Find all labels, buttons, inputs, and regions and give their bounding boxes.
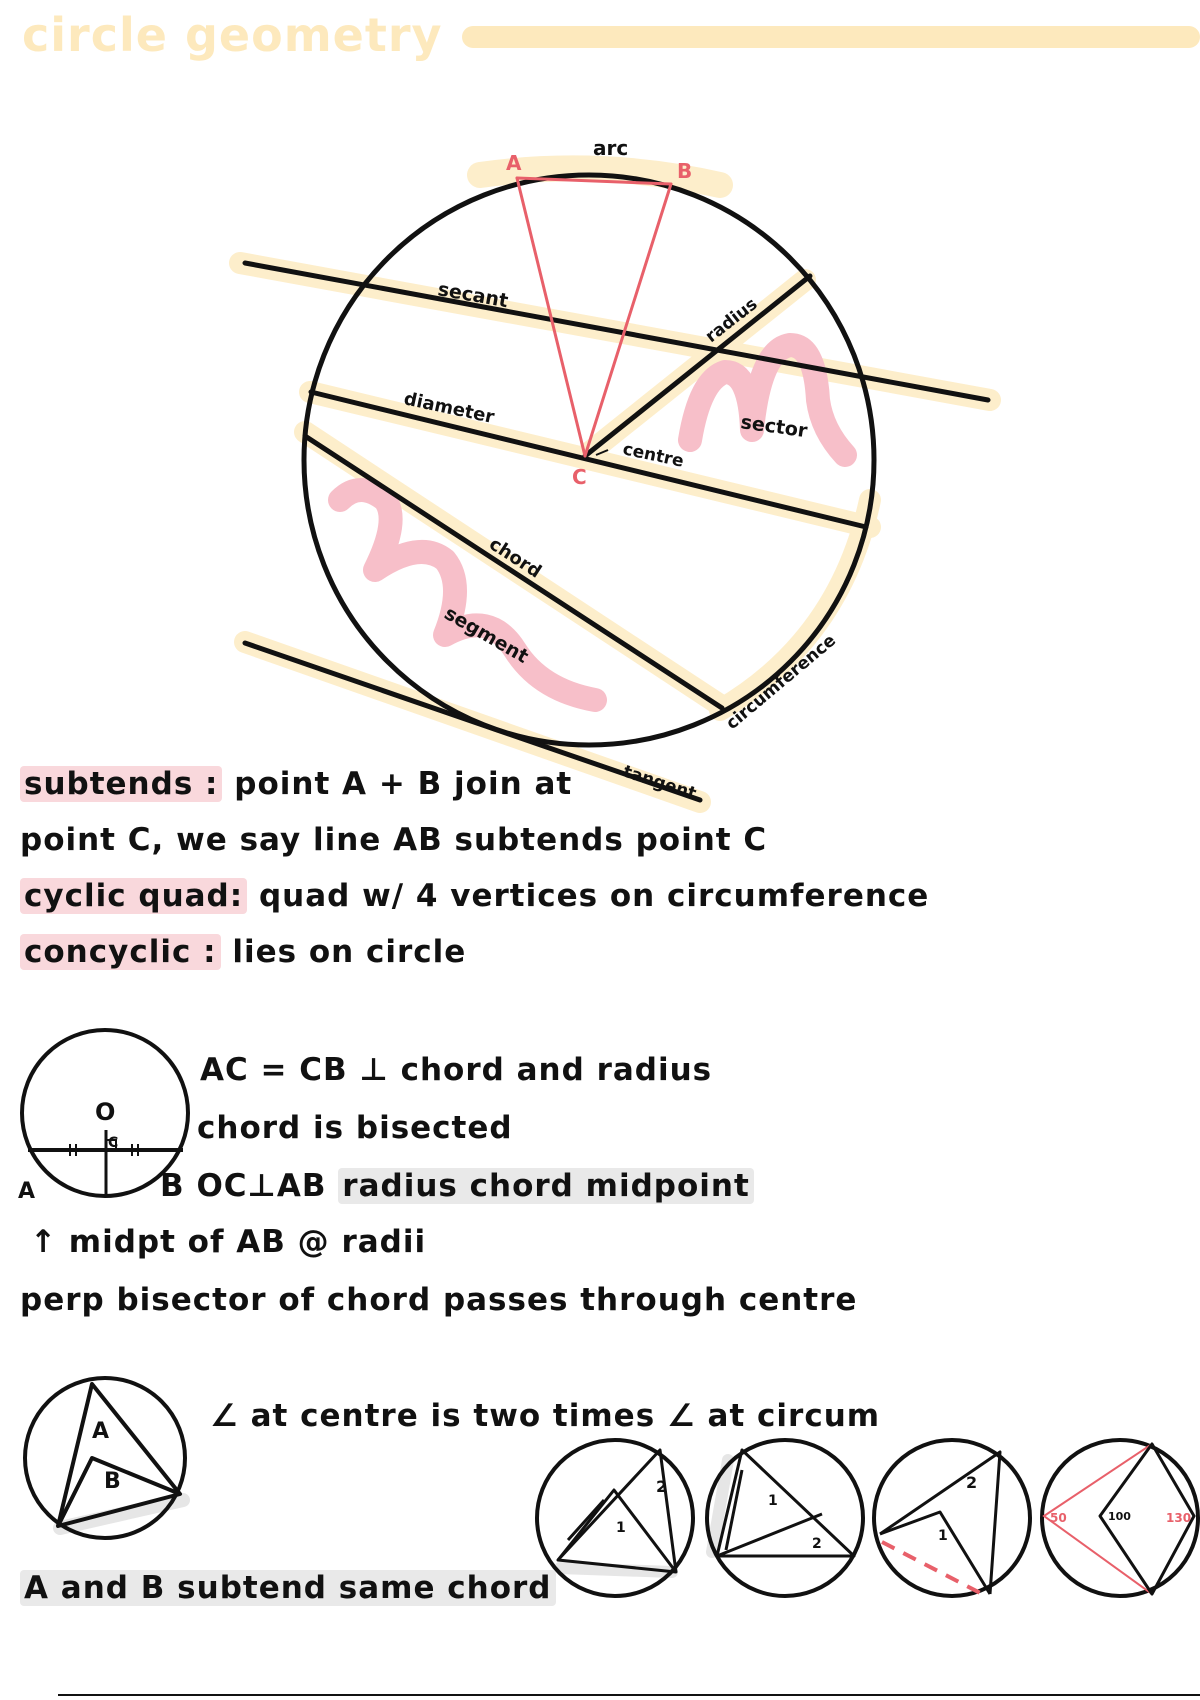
label-sector: sector xyxy=(739,411,809,443)
example-label-4: 2 xyxy=(812,1536,822,1552)
angle-label-a: A xyxy=(92,1419,110,1444)
def-cyclic-quad xyxy=(20,878,929,914)
label-radius: radius xyxy=(701,294,762,347)
label-diameter: diameter xyxy=(401,388,497,428)
circle-parts-diagram xyxy=(0,0,1200,820)
angle-value-100: 100 xyxy=(1108,1510,1131,1523)
chord-line-2: chord is bisected xyxy=(197,1110,513,1146)
label-chord: chord xyxy=(485,533,546,583)
example-label-6: 1 xyxy=(938,1528,948,1544)
angle-value-50: 50 xyxy=(1050,1511,1067,1525)
chord-label-o: O xyxy=(95,1098,116,1126)
angle-line-1: ∠ at centre is two times ∠ at circum xyxy=(210,1398,881,1434)
bottom-divider xyxy=(58,1694,1200,1696)
angle-line-2-text: A and B subtend same chord xyxy=(20,1570,556,1606)
chord-line-3 xyxy=(160,1168,754,1204)
angle-value-130: 130 xyxy=(1166,1511,1192,1525)
term-subtends: subtends : xyxy=(20,766,222,802)
label-secant: secant xyxy=(436,278,510,313)
label-centre: centre xyxy=(620,439,686,472)
chord-line-3-b: radius chord midpoint xyxy=(338,1168,753,1204)
example-label-3: 1 xyxy=(768,1493,778,1509)
angle-label-b: B xyxy=(104,1469,121,1494)
chord-line-3-a: OC⊥AB xyxy=(196,1168,327,1204)
label-tangent: tangent xyxy=(620,761,699,805)
text-cyclic-quad: quad w/ 4 vertices on circumference xyxy=(258,878,930,914)
label-c: C xyxy=(572,465,587,489)
secant-line xyxy=(245,263,988,400)
page-title: circle geometry xyxy=(22,8,443,62)
chord-line-4: ↑ midpt of AB @ radii xyxy=(30,1224,427,1260)
chord-label-b: B xyxy=(160,1168,185,1204)
term-concyclic: concyclic : xyxy=(20,934,221,970)
def-subtends xyxy=(20,766,572,802)
text-subtends: point A + B join at xyxy=(234,766,573,802)
label-circumference: circumference xyxy=(722,630,840,734)
chord-label-a: A xyxy=(18,1179,36,1204)
angle-examples-diagram xyxy=(530,1430,1200,1610)
label-arc: arc xyxy=(593,136,629,160)
term-cyclic-quad: cyclic quad: xyxy=(20,878,247,914)
example-label-2: 1 xyxy=(616,1520,626,1536)
def-concyclic xyxy=(20,934,466,970)
example-label-5: 2 xyxy=(966,1473,978,1492)
label-a: A xyxy=(506,151,522,175)
angle-line-2 xyxy=(20,1570,556,1606)
chord-label-c: C xyxy=(108,1135,119,1151)
label-b: B xyxy=(677,159,693,183)
label-segment: segment xyxy=(440,602,533,668)
chord-line-5: perp bisector of chord passes through centre xyxy=(20,1282,858,1318)
chord-line-1: AC = CB ⊥ chord and radius xyxy=(200,1052,713,1088)
def-subtends-cont: point C, we say line AB subtends point C xyxy=(20,822,768,858)
example-label-1: 2 xyxy=(656,1477,668,1496)
angle-centre-diagram xyxy=(0,1370,210,1550)
text-concyclic: lies on circle xyxy=(232,934,467,970)
